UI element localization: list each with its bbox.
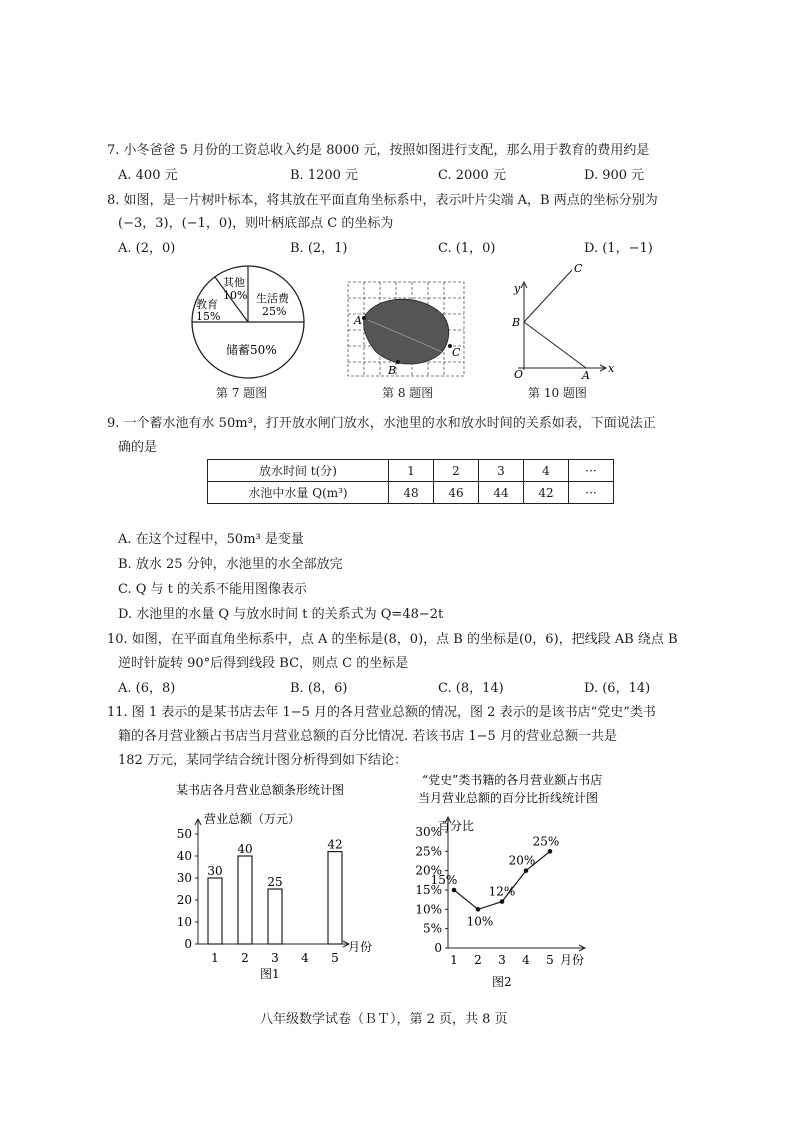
q10-option-b: B. (8，6): [290, 681, 348, 696]
line-x-tick-label: 1: [450, 953, 458, 967]
leaf-label-a: A: [354, 314, 362, 327]
q9-option-d: D. 水池里的水量 Q 与放水时间 t 的关系式为 Q=48−2t: [118, 607, 444, 622]
q7-option-c: C. 2000 元: [438, 168, 506, 183]
q10-line1: 10. 如图，在平面直角坐标系中，点 A 的坐标是(8，0)，点 B 的坐标是(0，6)，把线段 AB 绕点 B: [107, 632, 678, 647]
bar-x-tick-label: 5: [331, 951, 339, 965]
q9-option-a: A. 在这个过程中，50m³ 是变量: [118, 532, 304, 547]
q10-option-c: C. (8，14): [438, 681, 504, 696]
line-y-tick-label: 30%: [415, 825, 442, 839]
line-x-tick-label: 2: [474, 953, 482, 967]
bar-y-tick-label: 20: [176, 893, 192, 907]
q9-option-b: B. 放水 25 分钟，水池里的水全部放完: [118, 557, 343, 572]
q11-line3: 182 万元，某同学结合统计图分析得到如下结论：: [118, 753, 407, 768]
q8-option-d: D. (1，−1): [584, 241, 653, 256]
bar: [328, 852, 342, 944]
line-y-tick-label: 15%: [415, 883, 442, 897]
table-cell: 42: [524, 482, 569, 504]
leaf-label-c: C: [452, 346, 461, 359]
bar-x-tick-label: 1: [211, 951, 219, 965]
line-y-tick-label: 25%: [415, 844, 442, 859]
pie-label-life: 生活费: [256, 292, 289, 305]
line-y-tick-label: 20%: [415, 863, 442, 878]
q10-option-d: D. (6，14): [584, 681, 651, 696]
table-cell: 2: [434, 460, 479, 482]
bar-data-label: 40: [237, 842, 253, 856]
bar-chart-title: 某书店各月营业总额条形统计图: [176, 783, 345, 797]
q8-option-b: B. (2，1): [290, 241, 348, 256]
coord-label-o: O: [514, 368, 524, 380]
coord-label-y: y: [514, 282, 521, 295]
q8-option-a: A. (2，0): [118, 241, 176, 256]
bar: [238, 856, 252, 944]
line-point: [500, 899, 505, 904]
table-cell: 46: [434, 482, 479, 504]
fig8-leaf-grid: [346, 280, 468, 380]
q9-table: [207, 459, 614, 504]
table-cell: 4: [524, 460, 569, 482]
q8-line1: 8. 如图，是一片树叶标本，将其放在平面直角坐标系中，表示叶片尖端 A，B 两点的坐标分别为: [107, 193, 658, 208]
q8-line2: (−3，3)，(−1，0)，则叶柄底部点 C 的坐标为: [118, 216, 394, 231]
line-point: [476, 907, 481, 912]
bar-y-tick-label: 0: [184, 937, 192, 951]
line-data-label: 12%: [488, 884, 516, 899]
bar: [208, 878, 222, 944]
page-footer: 八年级数学试卷（ＢＴ），第 2 页，共 8 页: [260, 1012, 508, 1027]
pie-label-save: 储蓄50%: [226, 343, 277, 357]
pie-label-edu: 教育: [196, 298, 218, 311]
q7-option-b: B. 1200 元: [290, 168, 359, 183]
bar-y-tick-label: 30: [176, 871, 192, 885]
table-cell: ···: [569, 460, 614, 482]
bar-y-tick-label: 10: [176, 915, 192, 929]
pie-label-life-pct: 25%: [262, 305, 287, 318]
line-y-tick-label: 10%: [415, 902, 442, 917]
coord-label-a: A: [582, 369, 590, 380]
q11-line2: 籍的各月营业额占书店当月营业总额的百分比情况. 若该书店 1−5 月的营业总额一共是: [118, 729, 617, 744]
line-point: [452, 888, 457, 893]
line-data-label: 10%: [466, 914, 494, 929]
q9-line1: 9. 一个蓄水池有水 50m³，打开放水闸门放水，水池里的水和放水时间的关系如表，下面说法正: [107, 416, 656, 431]
fig7-pie-chart: [190, 262, 310, 382]
bar-y-tick-label: 40: [176, 849, 192, 863]
table-cell: 3: [479, 460, 524, 482]
bar-y-tick-label: 50: [176, 827, 192, 841]
line-x-tick-label: 5: [546, 953, 554, 967]
fig10-coordinate-figure: [508, 258, 618, 380]
bar-x-tick-label: 4: [301, 951, 309, 965]
table-cell: 1: [389, 460, 434, 482]
pie-label-other-pct: 10%: [223, 289, 248, 302]
q10-option-a: A. (6，8): [118, 681, 176, 696]
coord-label-c: C: [574, 262, 583, 275]
fig7-caption: 第 7 题图: [216, 386, 268, 400]
bar-chart-caption: 图1: [260, 967, 280, 981]
table-row: [208, 482, 614, 504]
q8-option-c: C. (1，0): [438, 241, 496, 256]
fig8-caption: 第 8 题图: [382, 386, 434, 400]
line-chart-ylabel: 百分比: [438, 819, 475, 833]
coord-label-b: B: [512, 316, 521, 329]
line-point: [524, 868, 529, 873]
bar: [268, 889, 282, 944]
bar-data-label: 30: [207, 864, 223, 878]
table-cell: ···: [569, 482, 614, 504]
leaf-label-b: B: [388, 364, 397, 377]
table-row: [208, 460, 614, 482]
bar-x-tick-label: 3: [271, 951, 279, 965]
q9-option-c: C. Q 与 t 的关系不能用图像表示: [118, 582, 308, 597]
line-chart-xlabel: 月份: [560, 953, 585, 967]
fig10-caption: 第 10 题图: [528, 386, 587, 400]
line-chart: [392, 768, 642, 993]
pie-label-other: 其他: [223, 276, 245, 289]
bar-chart: [168, 776, 388, 991]
q7-text: 7. 小冬爸爸 5 月份的工资总收入约是 8000 元，按照如图进行支配，那么用于教育的费用约是: [107, 143, 650, 158]
line-data-label: 15%: [430, 873, 458, 887]
q9-line2: 确的是: [118, 440, 158, 455]
line-point: [548, 849, 553, 854]
q10-line2: 逆时针旋转 90°后得到线段 BC，则点 C 的坐标是: [118, 656, 409, 671]
bar-data-label: 42: [327, 837, 343, 852]
q7-option-a: A. 400 元: [118, 168, 178, 183]
coord-label-x: x: [608, 362, 615, 375]
line-data-label: 25%: [532, 834, 560, 849]
q7-option-d: D. 900 元: [584, 168, 645, 183]
table-cell: 水池中水量 Q(m³): [208, 482, 389, 504]
bar-data-label: 25: [267, 875, 283, 889]
bar-chart-ylabel: 营业总额（万元）: [204, 812, 301, 826]
pie-label-edu-pct: 15%: [196, 310, 221, 323]
bar-chart-xlabel: 月份: [348, 940, 373, 954]
bar-x-tick-label: 2: [241, 951, 249, 965]
line-y-tick-label: 0: [434, 941, 442, 955]
table-cell: 放水时间 t(分): [208, 460, 389, 482]
line-x-tick-label: 4: [522, 953, 530, 967]
table-cell: 44: [479, 482, 524, 504]
line-y-tick-label: 5%: [422, 921, 442, 936]
table-cell: 48: [389, 482, 434, 504]
line-data-label: 20%: [508, 853, 536, 868]
line-chart-title-line1: “党史”类书籍的各月营业额占书店: [422, 773, 603, 787]
line-chart-caption: 图2: [492, 975, 512, 989]
q11-line1: 11. 图 1 表示的是某书店去年 1−5 月的各月营业总额的情况，图 2 表示的是该书店“党史”类书: [107, 705, 656, 720]
line-chart-title-line2: 当月营业总额的百分比折线统计图: [418, 791, 599, 805]
line-x-tick-label: 3: [498, 953, 506, 967]
